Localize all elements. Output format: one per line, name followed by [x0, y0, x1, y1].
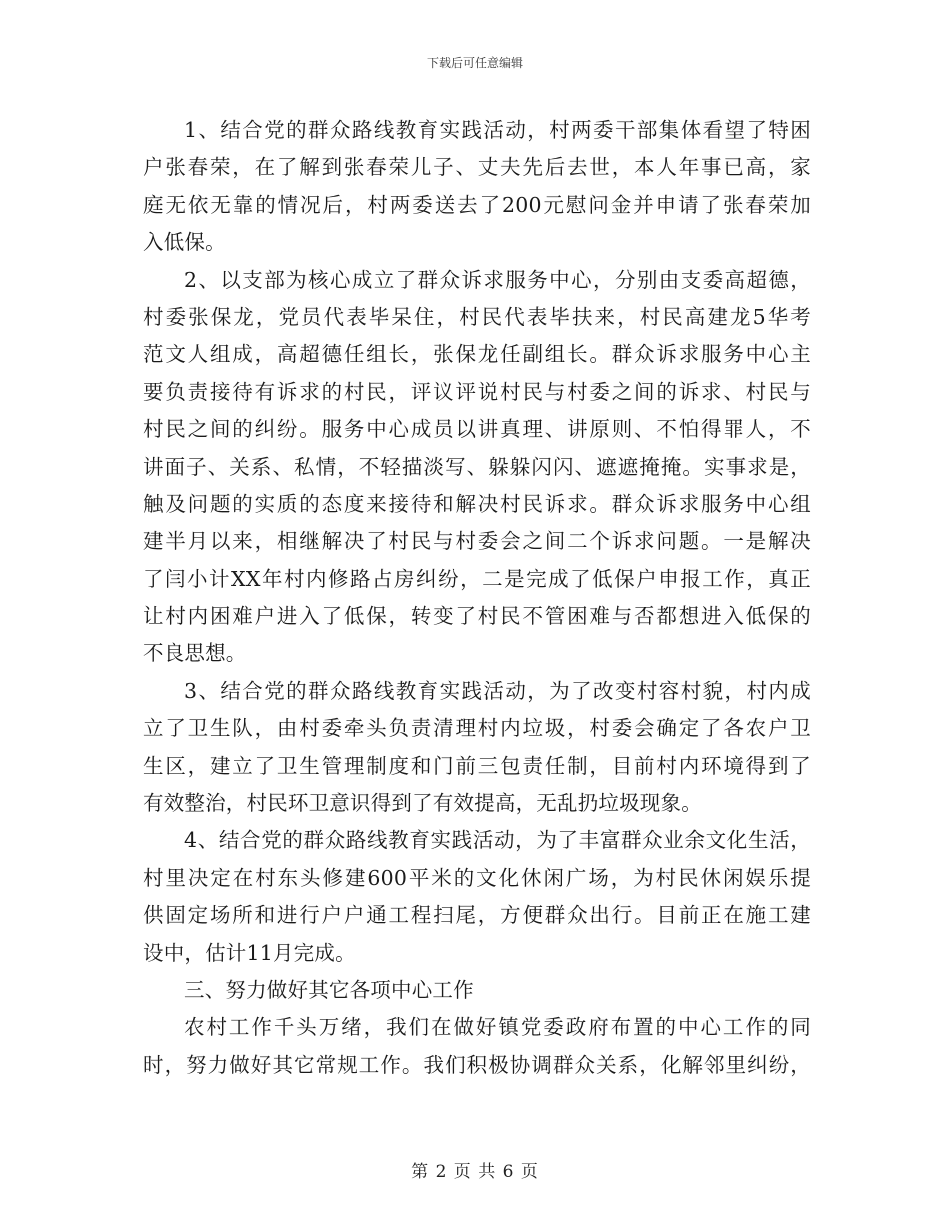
- paragraph-line: 建半月以来，相继解决了村民与村委会之间二个诉求问题。一是解决: [143, 529, 811, 554]
- paragraph-line: 范文人组成，高超德任组长，张保龙任副组长。群众诉求服务中心主: [143, 342, 811, 367]
- paragraph-line: 有效整治，村民环卫意识得到了有效提高，无乱扔垃圾现象。: [143, 791, 702, 816]
- paragraph-line: 设中，估计11月完成。: [143, 940, 356, 965]
- paragraph-line: 要负责接待有诉求的村民，评议评说村民与村委之间的诉求、村民与: [143, 379, 811, 404]
- paragraph-line: 村民之间的纠纷。服务中心成员以讲真理、讲原则、不怕得罪人，不: [143, 417, 811, 442]
- paragraph-line: 户张春荣，在了解到张春荣儿子、丈夫先后去世，本人年事已高，家: [143, 155, 811, 180]
- paragraph-line: 4、结合党的群众路线教育实践活动，为了丰富群众业余文化生活，: [184, 828, 811, 853]
- paragraph-line: 农村工作千头万绪，我们在做好镇党委政府布置的中心工作的同: [184, 1015, 811, 1040]
- page-header: 下载后可任意编辑: [426, 56, 523, 70]
- paragraph-line: 村委张保龙，党员代表毕呆住，村民代表毕扶来，村民高建龙5华考: [143, 304, 811, 329]
- section-heading: 三、努力做好其它各项中心工作: [184, 977, 474, 1002]
- paragraph-line: 入低保。: [143, 230, 226, 255]
- paragraph-line: 2、以支部为核心成立了群众诉求服务中心，分别由支委高超德，: [184, 267, 811, 292]
- paragraph-line: 讲面子、关系、私情，不轻描淡写、躲躲闪闪、遮遮掩掩。实事求是，: [143, 454, 811, 479]
- paragraph-line: 庭无依无靠的情况后，村两委送去了200元慰问金并申请了张春荣加: [143, 192, 811, 217]
- paragraph-line: 立了卫生队，由村委牵头负责清理村内垃圾，村委会确定了各农户卫: [143, 716, 811, 741]
- paragraph-line: 了闫小计XX年村内修路占房纠纷，二是完成了低保户申报工作，真正: [143, 566, 811, 591]
- paragraph-line: 3、结合党的群众路线教育实践活动，为了改变村容村貌，村内成: [184, 678, 811, 703]
- page-number-footer: 第 2 页 共 6 页: [411, 1162, 539, 1182]
- paragraph-line: 1、结合党的群众路线教育实践活动，村两委干部集体看望了特困: [184, 118, 811, 142]
- paragraph-line: 让村内困难户进入了低保，转变了村民不管困难与否都想进入低保的: [143, 604, 811, 629]
- paragraph-line: 时，努力做好其它常规工作。我们积极协调群众关系，化解邻里纠纷，: [143, 1052, 811, 1077]
- paragraph-line: 触及问题的实质的态度来接待和解决村民诉求。群众诉求服务中心组: [143, 491, 811, 516]
- document-body: [143, 112, 811, 1084]
- paragraph-line: 生区，建立了卫生管理制度和门前三包责任制，目前村内环境得到了: [143, 753, 811, 778]
- paragraph-line: 供固定场所和进行户户通工程扫尾，方便群众出行。目前正在施工建: [143, 903, 811, 928]
- paragraph-line: 不良思想。: [143, 641, 247, 666]
- paragraph-line: 村里决定在村东头修建600平米的文化休闲广场，为村民休闲娱乐提: [143, 865, 811, 890]
